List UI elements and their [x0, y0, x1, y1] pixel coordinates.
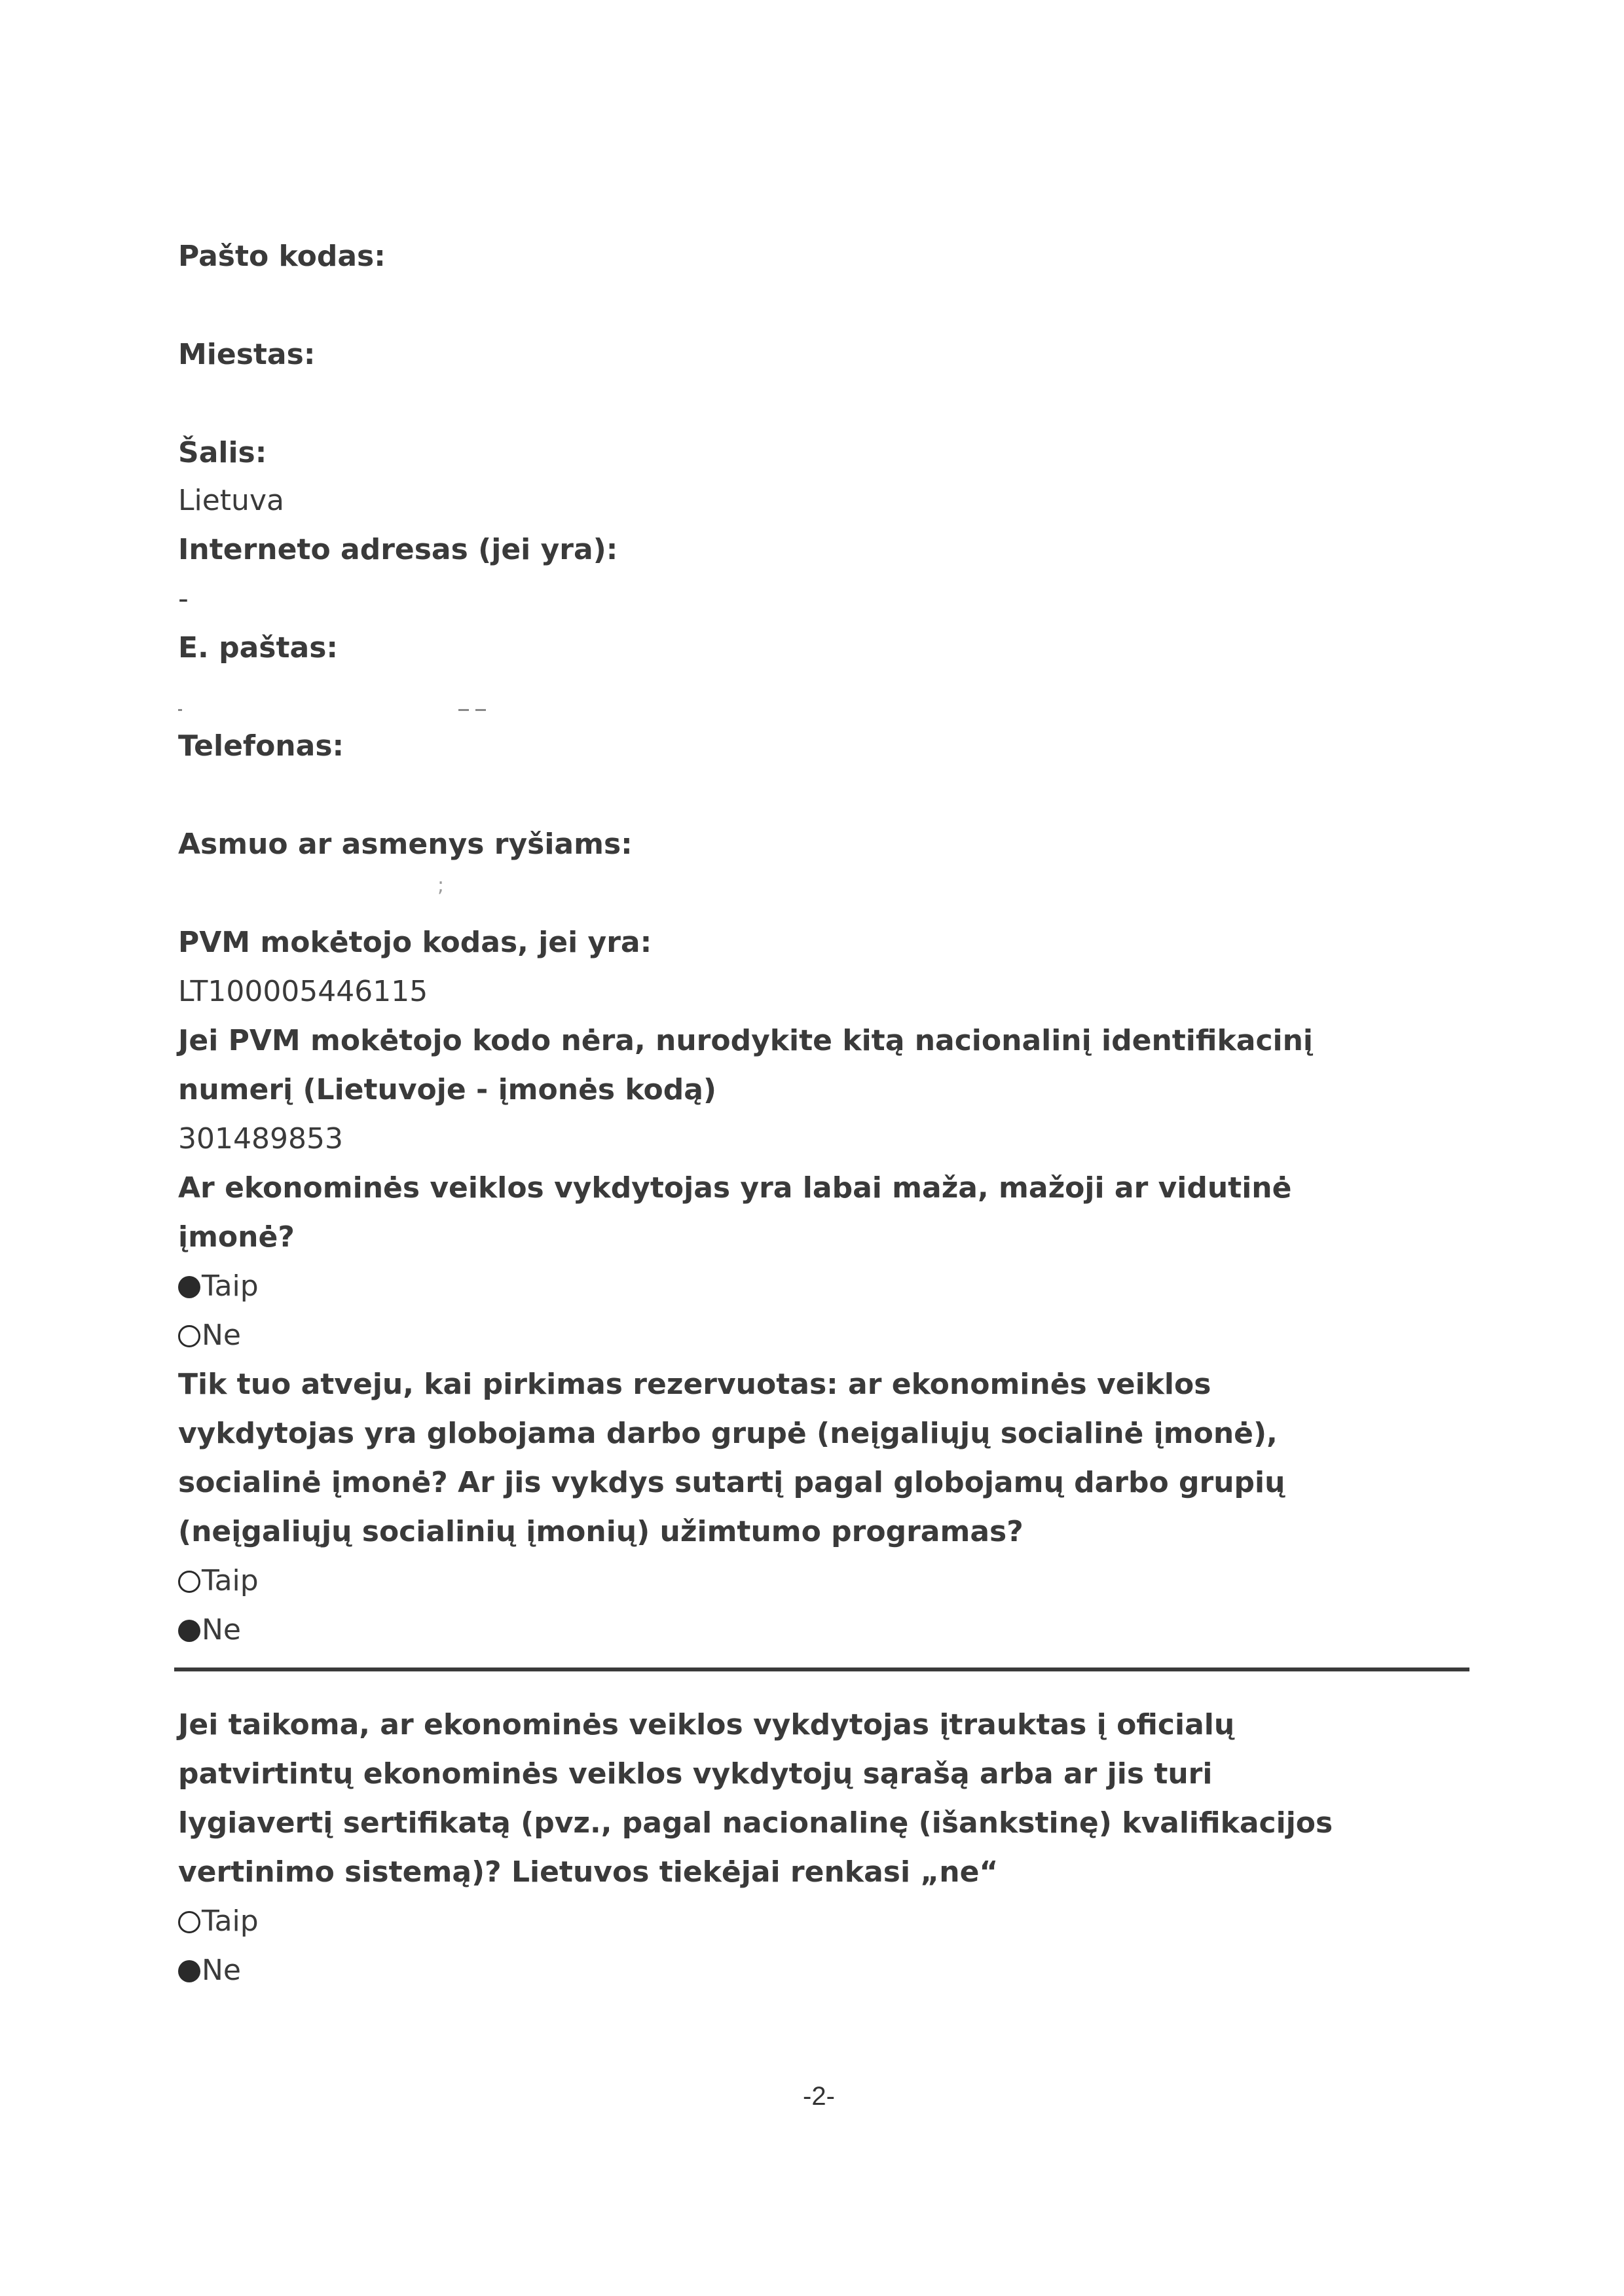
phone-label: Telefonas:: [178, 729, 344, 763]
email-label: E. paštas:: [178, 631, 338, 665]
postal-code-label: Pašto kodas:: [178, 240, 386, 273]
official-list-option-yes[interactable]: Taip: [178, 1897, 259, 1946]
page-number: -2-: [803, 2082, 835, 2111]
reserved-question: Tik tuo atveju, kai pirkimas rezervuotas: ar ekonominės veiklos: [178, 1368, 1211, 1401]
reserved-option-yes[interactable]: Taip: [178, 1557, 259, 1605]
radio-selected-icon[interactable]: [178, 1620, 200, 1642]
vat-label: PVM mokėtojo kodas, jei yra:: [178, 926, 652, 959]
radio-unselected-icon[interactable]: [178, 1911, 200, 1933]
contact-label: Asmuo ar asmenys ryšiams:: [178, 828, 633, 861]
sme-question: Ar ekonominės veiklos vykdytojas yra labai maža, mažoji ar vidutinė: [178, 1171, 1292, 1205]
sme-question: įmonė?: [178, 1220, 295, 1254]
official-list-question: vertinimo sistemą)? Lietuvos tiekėjai renkasi „ne“: [178, 1855, 999, 1889]
country-value: Lietuva: [178, 484, 284, 517]
vat-value: LT100005446115: [178, 975, 428, 1008]
official-list-question: patvirtintų ekonominės veiklos vykdytojų sąrašą arba ar jis turi: [178, 1757, 1213, 1791]
sme-option-yes[interactable]: Taip: [178, 1262, 259, 1311]
radio-selected-icon[interactable]: [178, 1960, 200, 1982]
radio-unselected-icon[interactable]: [178, 1325, 200, 1347]
country-label: Šalis:: [178, 436, 267, 469]
section-divider: [174, 1667, 1469, 1671]
redaction-mark: ;: [437, 874, 445, 897]
official-list-question: lygiavertį sertifikatą (pvz., pagal nacionalinę (išankstinę) kvalifikacijos: [178, 1806, 1333, 1840]
reserved-question: vykdytojas yra globojama darbo grupė (neįgaliųjų socialinė įmonė),: [178, 1417, 1278, 1450]
redaction-mark: [458, 709, 469, 711]
reserved-question: socialinė įmonė? Ar jis vykdys sutartį pagal globojamų darbo grupių: [178, 1466, 1285, 1499]
city-label: Miestas:: [178, 338, 316, 371]
official-list-option-no[interactable]: Ne: [178, 1946, 241, 1995]
national-id-label: Jei PVM mokėtojo kodo nėra, nurodykite kitą nacionalinį identifikacinį: [178, 1024, 1314, 1057]
reserved-option-no[interactable]: Ne: [178, 1606, 241, 1654]
official-list-question: Jei taikoma, ar ekonominės veiklos vykdytojas įtrauktas į oficialų: [178, 1708, 1235, 1741]
sme-option-no[interactable]: Ne: [178, 1311, 241, 1360]
web-value: -: [178, 582, 189, 615]
national-id-value: 301489853: [178, 1122, 343, 1156]
redaction-mark: [475, 709, 486, 711]
reserved-question: (neįgaliųjų socialinių įmonių) užimtumo programas?: [178, 1515, 1024, 1548]
national-id-label: numerį (Lietuvoje - įmonės kodą): [178, 1073, 717, 1106]
radio-unselected-icon[interactable]: [178, 1571, 200, 1593]
web-label: Interneto adresas (jei yra):: [178, 533, 618, 566]
redaction-mark: [178, 709, 182, 711]
radio-selected-icon[interactable]: [178, 1276, 200, 1298]
